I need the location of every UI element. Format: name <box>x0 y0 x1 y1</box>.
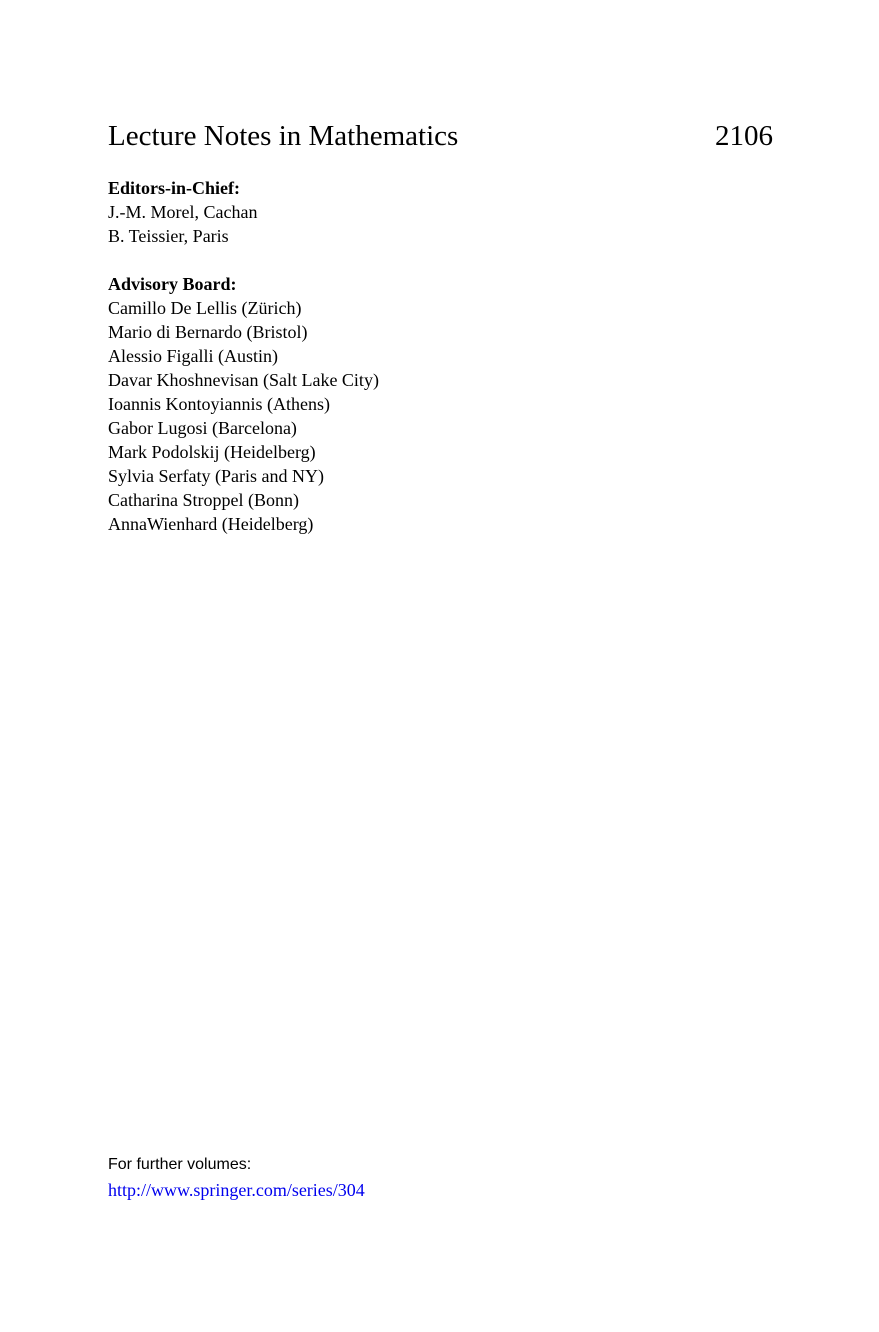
series-link[interactable]: http://www.springer.com/series/304 <box>108 1180 365 1200</box>
further-volumes-label: For further volumes: <box>108 1156 252 1173</box>
advisory-member: Mario di Bernardo (Bristol) <box>108 322 308 342</box>
section-spacer <box>108 248 808 272</box>
editorial-board <box>108 176 808 536</box>
advisory-member: Camillo De Lellis (Zürich) <box>108 298 302 318</box>
advisory-member: Mark Podolskij (Heidelberg) <box>108 442 316 462</box>
volume-number: 2106 <box>715 120 773 152</box>
advisory-member: Catharina Stroppel (Bonn) <box>108 490 299 510</box>
advisory-board-heading: Advisory Board: <box>108 274 237 294</box>
advisory-member: Alessio Figalli (Austin) <box>108 346 278 366</box>
advisory-member: Gabor Lugosi (Barcelona) <box>108 418 297 438</box>
editor-item: B. Teissier, Paris <box>108 226 229 246</box>
series-title: Lecture Notes in Mathematics <box>108 120 459 152</box>
editors-heading: Editors-in-Chief: <box>108 178 240 198</box>
further-volumes <box>108 1154 708 1201</box>
advisory-member: Davar Khoshnevisan (Salt Lake City) <box>108 370 379 390</box>
series-header <box>108 118 773 158</box>
editor-item: J.-M. Morel, Cachan <box>108 202 258 222</box>
advisory-member: Ioannis Kontoyiannis (Athens) <box>108 394 330 414</box>
advisory-member: Sylvia Serfaty (Paris and NY) <box>108 466 324 486</box>
advisory-member: AnnaWienhard (Heidelberg) <box>108 514 314 534</box>
